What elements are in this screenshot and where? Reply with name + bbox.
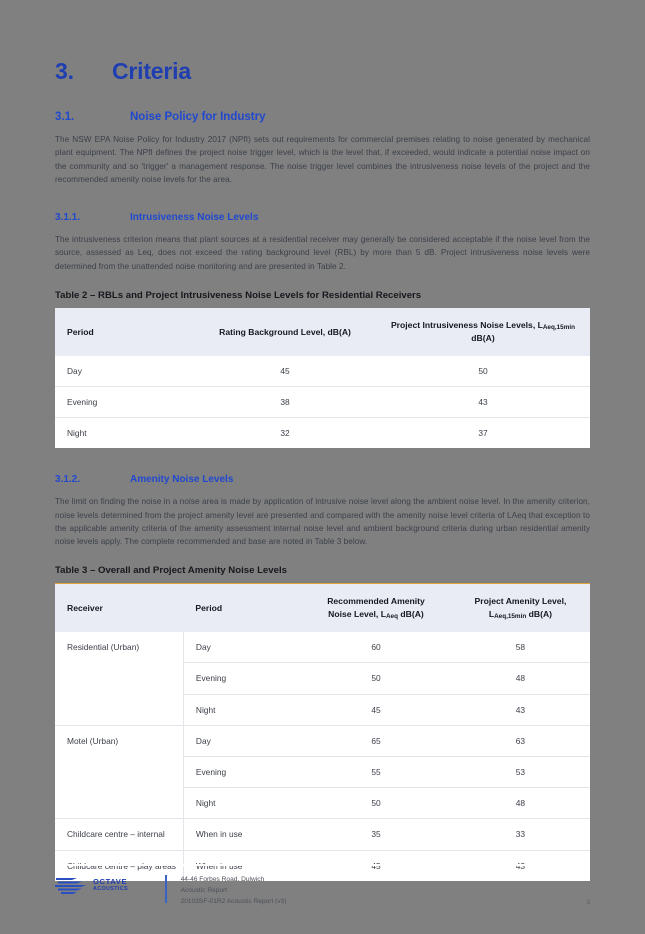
table3-col-project-amenity — [451, 584, 590, 632]
table-header-row — [55, 584, 590, 632]
footer-divider-line — [55, 864, 590, 866]
heading-number: 3.1. — [55, 111, 75, 123]
cell-receiver: Residential (Urban) — [55, 632, 183, 725]
table2-head — [55, 308, 590, 356]
footer-document-info — [181, 875, 587, 907]
table3-col-period: Period — [183, 584, 301, 632]
cell-period: Night — [183, 788, 301, 819]
label-line1: Recommended Amenity — [327, 596, 425, 607]
footer-address: 44-46 Forbes Road, Dulwich — [180, 876, 265, 884]
company-logo — [55, 875, 159, 895]
cell-rating-background-level: 32 — [194, 418, 376, 449]
cell-period: Evening — [55, 386, 194, 417]
cell-receiver: Motel (Urban) — [55, 725, 183, 819]
cell-project-amenity: 33 — [451, 819, 590, 850]
table-intrusiveness-noise-levels — [55, 308, 590, 448]
cell-rating-background-level: 45 — [194, 356, 376, 387]
heading-amenity-noise-levels — [55, 448, 590, 485]
cell-period: Day — [183, 725, 301, 756]
cell-recommended-amenity: 35 — [301, 819, 451, 850]
section-title: Criteria — [112, 58, 191, 84]
logo-subtitle: ACOUSTICS — [93, 885, 128, 892]
label-subscript: Aeq,15min — [542, 324, 576, 332]
label-line2-post: dB(A) — [397, 608, 424, 619]
cell-recommended-amenity: 45 — [301, 694, 451, 725]
cell-project-amenity: 58 — [451, 632, 590, 663]
cell-project-intrusiveness: 37 — [376, 418, 590, 449]
label-line1: Project Amenity Level, — [474, 596, 567, 607]
table2-body — [55, 356, 590, 449]
cell-project-amenity: 43 — [451, 694, 590, 725]
heading-label: Intrusiveness Noise Levels — [130, 212, 259, 224]
footer-vertical-rule — [165, 875, 167, 903]
page-title — [55, 0, 590, 85]
page-footer — [55, 864, 590, 916]
heading-number: 3.1.2. — [55, 474, 81, 486]
heading-label: Amenity Noise Levels — [130, 474, 234, 486]
cell-period: Night — [55, 418, 194, 449]
cell-period: Day — [183, 632, 301, 663]
cell-project-intrusiveness: 50 — [376, 356, 590, 387]
table2-caption: Table 2 – RBLs and Project Intrusiveness Noise Levels for Residential Receivers — [55, 289, 422, 301]
cell-rating-background-level: 38 — [194, 386, 376, 417]
table2-col-period: Period — [55, 308, 194, 356]
table-row — [55, 418, 590, 449]
cell-project-amenity: 63 — [451, 725, 590, 756]
heading-intrusiveness-noise-levels — [55, 186, 590, 223]
label-subscript: Aeq,15min — [494, 613, 527, 621]
cell-recommended-amenity: 65 — [301, 725, 451, 756]
paragraph-noise-policy: The NSW EPA Noise Policy for Industry 2017 (NPfI) sets out requirements for commercial premises relating to noise generated by mechanical plant equipment. The NPfI defines the project noise trigger level, which is the level that, if exceeded, would indicate a potential noise impact on the community and so 'trigger' a management response. The noise trigger level combines the intrusiveness noise levels of the project and the recommended amenity noise levels for the area. — [55, 135, 590, 184]
soundwave-icon — [55, 875, 89, 895]
table3-caption: Table 3 – Overall and Project Amenity Noise Levels — [55, 565, 287, 577]
label-post: dB(A) — [471, 333, 495, 344]
cell-project-amenity: 53 — [451, 757, 590, 788]
table3-head — [55, 584, 590, 632]
cell-recommended-amenity: 60 — [301, 632, 451, 663]
footer-content — [55, 875, 590, 907]
footer-doc-type: Acoustic Report — [180, 886, 228, 894]
cell-recommended-amenity: 50 — [301, 663, 451, 694]
logo-wordmark — [93, 878, 128, 892]
cell-period: When in use — [183, 819, 301, 850]
table-row — [55, 819, 590, 850]
table2-col-rating-background-level: Rating Background Level, dB(A) — [194, 308, 376, 356]
cell-period: Evening — [183, 663, 301, 694]
table3-body — [55, 632, 590, 881]
cell-project-intrusiveness: 43 — [376, 386, 590, 417]
cell-project-amenity: 48 — [451, 788, 590, 819]
heading-label: Noise Policy for Industry — [130, 111, 266, 123]
cell-period: Night — [183, 694, 301, 725]
section-number: 3. — [55, 58, 74, 84]
table-row — [55, 386, 590, 417]
table-row — [55, 356, 590, 387]
paragraph-amenity: The limit on finding the noise in a noise area is made by application of intrusive noise level along the ambient noise level. In the amenity criterion, noise levels determined from the project amenity level are presented and compared with the amenity noise level criteria of LAeq that exception to the applicable amenity criteria of the amenity assessment internal noise level and ambient background criteria during urban residential amenity noise levels apply. The complete recommended and base are noted in Table 3 below. — [55, 497, 590, 547]
logo-name: OCTAVE — [93, 877, 128, 887]
heading-noise-policy-for-industry — [55, 85, 590, 123]
label-subscript: Aeq — [385, 613, 398, 621]
label-line2-pre: Noise Level, L — [328, 608, 386, 619]
heading-number: 3.1.1. — [55, 212, 81, 224]
table3-col-receiver: Receiver — [55, 584, 183, 632]
page-number: 3 — [586, 899, 590, 907]
label-pre: Project Intrusiveness Noise Levels, L — [390, 319, 543, 330]
cell-project-amenity: 48 — [451, 663, 590, 694]
table-amenity-noise-levels — [55, 583, 590, 880]
table2-col-project-intrusiveness — [376, 308, 590, 356]
footer-doc-reference: 20103SF-01R2 Acoustic Report (v3) — [180, 897, 287, 905]
table-row — [55, 632, 590, 663]
cell-recommended-amenity: 55 — [301, 757, 451, 788]
table-header-row — [55, 308, 590, 356]
label-line2-pre: L — [488, 608, 495, 619]
paragraph-intrusiveness: The intrusiveness criterion means that plant sources at a residential receiver may generally be considered acceptable if the noise level from the source, assessed as Leq, does not exceed the rating background level (RBL) by more than 5 dB. Project intrusiveness noise levels were determined from the unattended noise monitoring and are presented in Table 2. — [55, 235, 590, 271]
cell-period: Day — [55, 356, 194, 387]
cell-receiver: Childcare centre – internal — [55, 819, 183, 850]
cell-recommended-amenity: 50 — [301, 788, 451, 819]
label-line2-post: dB(A) — [526, 608, 553, 619]
table-row — [55, 725, 590, 756]
table3-col-recommended-amenity — [301, 584, 451, 632]
cell-period: Evening — [183, 757, 301, 788]
